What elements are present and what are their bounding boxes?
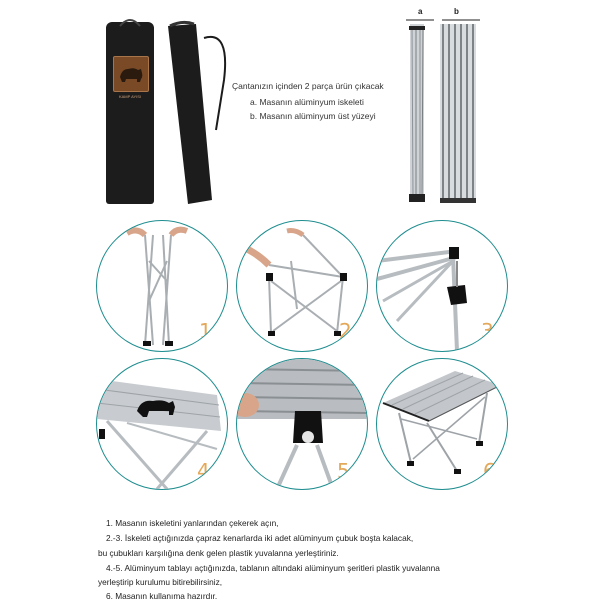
step-6-circle — [376, 358, 508, 490]
carry-bag-side — [160, 20, 235, 210]
instruction-line-6: 6. Masanın kullanıma hazırdır. — [106, 591, 218, 601]
package-note: Çantanızın içinden 2 parça ürün çıkacak — [232, 81, 384, 91]
instruction-line-2: 2.-3. İskeleti açtığınızda çapraz kenarlarda iki adet alüminyum çubuk boşta kalacak, — [106, 533, 414, 543]
item-a-label: a. Masanın alüminyum iskeleti — [250, 97, 364, 107]
item-b-label: b. Masanın alüminyum üst yüzeyi — [250, 111, 376, 121]
aluminum-poles — [400, 14, 490, 206]
step-1-number: 1 — [199, 319, 212, 343]
step-3-circle — [376, 220, 508, 352]
instruction-line-5: yerleştirip kurulumu bitirebilirsiniz, — [98, 577, 223, 587]
bag-brand-text: KAMP AYISI — [118, 94, 142, 99]
step-2-number: 2 — [339, 319, 352, 343]
step-6-number: 6 — [483, 459, 496, 483]
brand-patch — [113, 56, 149, 92]
instruction-line-1: 1. Masanın iskeletini yanlarından çekerek açın, — [106, 518, 279, 528]
step-3-number: 3 — [481, 319, 494, 343]
step-5-number: 5 — [337, 459, 350, 483]
frame-bundle-icon — [409, 24, 425, 202]
step-4-circle — [96, 358, 228, 490]
instruction-line-3: bu çubukları karşılığına denk gelen plastik yuvalanna yerleştiriniz. — [98, 548, 339, 558]
carry-bag-front — [106, 22, 154, 204]
pole-a-letter: a — [418, 7, 423, 16]
tabletop-rails-icon — [440, 24, 476, 203]
step-2-circle — [236, 220, 368, 352]
instruction-line-4: 4.-5. Alüminyum tablayı açtığınızda, tablanın altındaki alüminyum şeritleri plastik yuvalanna — [106, 563, 440, 573]
step-1-circle — [96, 220, 228, 352]
bear-logo-icon — [114, 57, 148, 91]
pole-b-letter: b — [454, 7, 459, 16]
step-5-circle — [236, 358, 368, 490]
drawstring-icon — [106, 16, 154, 46]
step-4-number: 4 — [197, 459, 210, 483]
